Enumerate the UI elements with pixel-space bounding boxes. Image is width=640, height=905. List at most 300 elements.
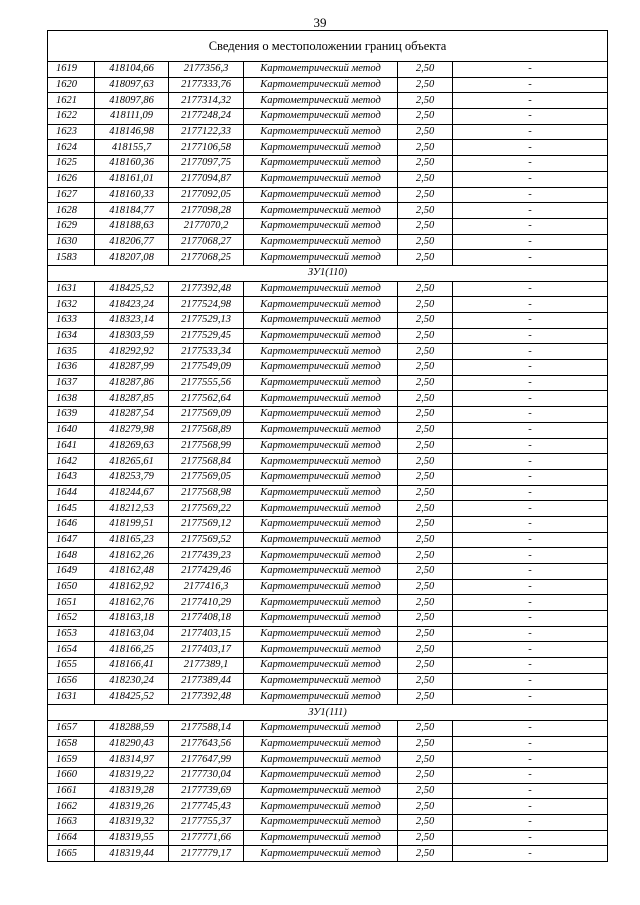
x-coordinate-cell: 418425,52 (95, 689, 169, 705)
table-row (48, 109, 608, 125)
x-coordinate-cell: 418166,25 (95, 642, 169, 658)
description-cell: - (453, 673, 608, 689)
x-coordinate-cell: 418279,98 (95, 422, 169, 438)
y-coordinate-cell: 2177097,75 (169, 156, 244, 172)
description-cell: - (453, 689, 608, 705)
method-cell: Картометрический метод (244, 250, 398, 266)
y-coordinate-cell: 2177403,15 (169, 626, 244, 642)
x-coordinate-cell: 418319,22 (95, 767, 169, 783)
point-number-cell: 1648 (48, 548, 95, 564)
y-coordinate-cell: 2177392,48 (169, 689, 244, 705)
table-row (48, 501, 608, 517)
method-cell: Картометрический метод (244, 752, 398, 768)
point-number-cell: 1637 (48, 375, 95, 391)
x-coordinate-cell: 418319,32 (95, 815, 169, 831)
point-number-cell: 1624 (48, 140, 95, 156)
table-row (48, 218, 608, 234)
accuracy-cell: 2,50 (398, 642, 453, 658)
accuracy-cell: 2,50 (398, 422, 453, 438)
point-number-cell: 1659 (48, 752, 95, 768)
point-number-cell: 1583 (48, 250, 95, 266)
y-coordinate-cell: 2177092,05 (169, 187, 244, 203)
accuracy-cell: 2,50 (398, 203, 453, 219)
table-header-row (48, 31, 608, 62)
method-cell: Картометрический метод (244, 783, 398, 799)
x-coordinate-cell: 418184,77 (95, 203, 169, 219)
accuracy-cell: 2,50 (398, 516, 453, 532)
method-cell: Картометрический метод (244, 799, 398, 815)
y-coordinate-cell: 2177730,04 (169, 767, 244, 783)
x-coordinate-cell: 418161,01 (95, 171, 169, 187)
page-number: 39 (313, 15, 327, 30)
method-cell: Картометрический метод (244, 422, 398, 438)
table-row (48, 250, 608, 266)
table-row (48, 611, 608, 627)
accuracy-cell: 2,50 (398, 673, 453, 689)
table-row (48, 375, 608, 391)
table-row (48, 532, 608, 548)
x-coordinate-cell: 418206,77 (95, 234, 169, 250)
table-row (48, 203, 608, 219)
method-cell: Картометрический метод (244, 375, 398, 391)
accuracy-cell: 2,50 (398, 752, 453, 768)
description-cell: - (453, 720, 608, 736)
x-coordinate-cell: 418199,51 (95, 516, 169, 532)
table-row (48, 62, 608, 78)
description-cell: - (453, 109, 608, 125)
table-row (48, 140, 608, 156)
point-number-cell: 1638 (48, 391, 95, 407)
x-coordinate-cell: 418287,99 (95, 360, 169, 376)
accuracy-cell: 2,50 (398, 454, 453, 470)
y-coordinate-cell: 2177533,34 (169, 344, 244, 360)
accuracy-cell: 2,50 (398, 344, 453, 360)
method-cell: Картометрический метод (244, 407, 398, 423)
x-coordinate-cell: 418265,61 (95, 454, 169, 470)
table-row (48, 360, 608, 376)
y-coordinate-cell: 2177410,29 (169, 595, 244, 611)
point-number-cell: 1653 (48, 626, 95, 642)
method-cell: Картометрический метод (244, 469, 398, 485)
y-coordinate-cell: 2177739,69 (169, 783, 244, 799)
method-cell: Картометрический метод (244, 438, 398, 454)
accuracy-cell: 2,50 (398, 234, 453, 250)
accuracy-cell: 2,50 (398, 375, 453, 391)
description-cell: - (453, 532, 608, 548)
table-row (48, 799, 608, 815)
table-row (48, 579, 608, 595)
method-cell: Картометрический метод (244, 689, 398, 705)
description-cell: - (453, 218, 608, 234)
description-cell: - (453, 187, 608, 203)
method-cell: Картометрический метод (244, 328, 398, 344)
point-number-cell: 1662 (48, 799, 95, 815)
method-cell: Картометрический метод (244, 62, 398, 78)
x-coordinate-cell: 418425,52 (95, 281, 169, 297)
x-coordinate-cell: 418253,79 (95, 469, 169, 485)
y-coordinate-cell: 2177555,56 (169, 375, 244, 391)
y-coordinate-cell: 2177098,28 (169, 203, 244, 219)
table-row (48, 846, 608, 862)
description-cell: - (453, 767, 608, 783)
description-cell: - (453, 501, 608, 517)
accuracy-cell: 2,50 (398, 391, 453, 407)
table-row (48, 815, 608, 831)
accuracy-cell: 2,50 (398, 297, 453, 313)
description-cell: - (453, 454, 608, 470)
accuracy-cell: 2,50 (398, 815, 453, 831)
table-row (48, 93, 608, 109)
accuracy-cell: 2,50 (398, 595, 453, 611)
x-coordinate-cell: 418244,67 (95, 485, 169, 501)
point-number-cell: 1657 (48, 720, 95, 736)
table-row (48, 344, 608, 360)
method-cell: Картометрический метод (244, 532, 398, 548)
point-number-cell: 1644 (48, 485, 95, 501)
description-cell: - (453, 281, 608, 297)
point-number-cell: 1634 (48, 328, 95, 344)
y-coordinate-cell: 2177524,98 (169, 297, 244, 313)
method-cell: Картометрический метод (244, 830, 398, 846)
description-cell: - (453, 140, 608, 156)
y-coordinate-cell: 2177588,14 (169, 720, 244, 736)
description-cell: - (453, 124, 608, 140)
y-coordinate-cell: 2177068,25 (169, 250, 244, 266)
accuracy-cell: 2,50 (398, 736, 453, 752)
method-cell: Картометрический метод (244, 281, 398, 297)
y-coordinate-cell: 2177403,17 (169, 642, 244, 658)
x-coordinate-cell: 418423,24 (95, 297, 169, 313)
table-row (48, 187, 608, 203)
y-coordinate-cell: 2177392,48 (169, 281, 244, 297)
x-coordinate-cell: 418314,97 (95, 752, 169, 768)
description-cell: - (453, 752, 608, 768)
x-coordinate-cell: 418104,66 (95, 62, 169, 78)
y-coordinate-cell: 2177569,52 (169, 532, 244, 548)
x-coordinate-cell: 418155,7 (95, 140, 169, 156)
method-cell: Картометрический метод (244, 109, 398, 125)
x-coordinate-cell: 418287,54 (95, 407, 169, 423)
accuracy-cell: 2,50 (398, 564, 453, 580)
point-number-cell: 1633 (48, 313, 95, 329)
accuracy-cell: 2,50 (398, 438, 453, 454)
x-coordinate-cell: 418212,53 (95, 501, 169, 517)
y-coordinate-cell: 2177070,2 (169, 218, 244, 234)
y-coordinate-cell: 2177569,22 (169, 501, 244, 517)
point-number-cell: 1651 (48, 595, 95, 611)
table-row (48, 77, 608, 93)
method-cell: Картометрический метод (244, 360, 398, 376)
method-cell: Картометрический метод (244, 736, 398, 752)
table-row (48, 422, 608, 438)
accuracy-cell: 2,50 (398, 62, 453, 78)
accuracy-cell: 2,50 (398, 281, 453, 297)
description-cell: - (453, 93, 608, 109)
method-cell: Картометрический метод (244, 218, 398, 234)
point-number-cell: 1641 (48, 438, 95, 454)
description-cell: - (453, 422, 608, 438)
description-cell: - (453, 313, 608, 329)
x-coordinate-cell: 418287,86 (95, 375, 169, 391)
y-coordinate-cell: 2177647,99 (169, 752, 244, 768)
table-row (48, 171, 608, 187)
y-coordinate-cell: 2177416,3 (169, 579, 244, 595)
y-coordinate-cell: 2177356,3 (169, 62, 244, 78)
y-coordinate-cell: 2177568,99 (169, 438, 244, 454)
description-cell: - (453, 156, 608, 172)
y-coordinate-cell: 2177569,05 (169, 469, 244, 485)
method-cell: Картометрический метод (244, 344, 398, 360)
description-cell: - (453, 579, 608, 595)
x-coordinate-cell: 418319,26 (95, 799, 169, 815)
y-coordinate-cell: 2177745,43 (169, 799, 244, 815)
table-row (48, 469, 608, 485)
table-row (48, 234, 608, 250)
method-cell: Картометрический метод (244, 313, 398, 329)
x-coordinate-cell: 418162,26 (95, 548, 169, 564)
y-coordinate-cell: 2177408,18 (169, 611, 244, 627)
method-cell: Картометрический метод (244, 124, 398, 140)
boundary-table (47, 30, 608, 862)
point-number-cell: 1663 (48, 815, 95, 831)
accuracy-cell: 2,50 (398, 689, 453, 705)
method-cell: Картометрический метод (244, 203, 398, 219)
description-cell: - (453, 438, 608, 454)
accuracy-cell: 2,50 (398, 360, 453, 376)
table-row (48, 156, 608, 172)
description-cell: - (453, 297, 608, 313)
x-coordinate-cell: 418146,98 (95, 124, 169, 140)
accuracy-cell: 2,50 (398, 218, 453, 234)
point-number-cell: 1660 (48, 767, 95, 783)
point-number-cell: 1655 (48, 658, 95, 674)
table-row (48, 328, 608, 344)
method-cell: Картометрический метод (244, 93, 398, 109)
accuracy-cell: 2,50 (398, 407, 453, 423)
method-cell: Картометрический метод (244, 234, 398, 250)
accuracy-cell: 2,50 (398, 720, 453, 736)
x-coordinate-cell: 418188,63 (95, 218, 169, 234)
method-cell: Картометрический метод (244, 658, 398, 674)
accuracy-cell: 2,50 (398, 658, 453, 674)
accuracy-cell: 2,50 (398, 187, 453, 203)
description-cell: - (453, 736, 608, 752)
point-number-cell: 1642 (48, 454, 95, 470)
accuracy-cell: 2,50 (398, 579, 453, 595)
x-coordinate-cell: 418287,85 (95, 391, 169, 407)
accuracy-cell: 2,50 (398, 250, 453, 266)
x-coordinate-cell: 418162,48 (95, 564, 169, 580)
accuracy-cell: 2,50 (398, 77, 453, 93)
method-cell: Картометрический метод (244, 548, 398, 564)
point-number-cell: 1631 (48, 689, 95, 705)
method-cell: Картометрический метод (244, 516, 398, 532)
accuracy-cell: 2,50 (398, 501, 453, 517)
y-coordinate-cell: 2177429,46 (169, 564, 244, 580)
description-cell: - (453, 658, 608, 674)
x-coordinate-cell: 418288,59 (95, 720, 169, 736)
table-row (48, 595, 608, 611)
x-coordinate-cell: 418162,92 (95, 579, 169, 595)
method-cell: Картометрический метод (244, 579, 398, 595)
table-row (48, 516, 608, 532)
description-cell: - (453, 548, 608, 564)
description-cell: - (453, 391, 608, 407)
description-cell: - (453, 360, 608, 376)
section-title: ЗУ1(111) (48, 705, 608, 721)
y-coordinate-cell: 2177389,44 (169, 673, 244, 689)
description-cell: - (453, 516, 608, 532)
description-cell: - (453, 799, 608, 815)
description-cell: - (453, 830, 608, 846)
point-number-cell: 1626 (48, 171, 95, 187)
x-coordinate-cell: 418163,18 (95, 611, 169, 627)
y-coordinate-cell: 2177771,66 (169, 830, 244, 846)
table-row (48, 783, 608, 799)
method-cell: Картометрический метод (244, 564, 398, 580)
x-coordinate-cell: 418303,59 (95, 328, 169, 344)
point-number-cell: 1621 (48, 93, 95, 109)
section-title-row (48, 705, 608, 721)
y-coordinate-cell: 2177568,98 (169, 485, 244, 501)
method-cell: Картометрический метод (244, 485, 398, 501)
method-cell: Картометрический метод (244, 626, 398, 642)
point-number-cell: 1650 (48, 579, 95, 595)
point-number-cell: 1620 (48, 77, 95, 93)
y-coordinate-cell: 2177248,24 (169, 109, 244, 125)
accuracy-cell: 2,50 (398, 532, 453, 548)
y-coordinate-cell: 2177068,27 (169, 234, 244, 250)
table-row (48, 767, 608, 783)
accuracy-cell: 2,50 (398, 799, 453, 815)
x-coordinate-cell: 418111,09 (95, 109, 169, 125)
y-coordinate-cell: 2177643,56 (169, 736, 244, 752)
point-number-cell: 1636 (48, 360, 95, 376)
point-number-cell: 1652 (48, 611, 95, 627)
x-coordinate-cell: 418163,04 (95, 626, 169, 642)
accuracy-cell: 2,50 (398, 156, 453, 172)
x-coordinate-cell: 418165,23 (95, 532, 169, 548)
x-coordinate-cell: 418230,24 (95, 673, 169, 689)
y-coordinate-cell: 2177569,09 (169, 407, 244, 423)
description-cell: - (453, 375, 608, 391)
description-cell: - (453, 77, 608, 93)
y-coordinate-cell: 2177568,84 (169, 454, 244, 470)
description-cell: - (453, 407, 608, 423)
x-coordinate-cell: 418097,86 (95, 93, 169, 109)
point-number-cell: 1632 (48, 297, 95, 313)
y-coordinate-cell: 2177569,12 (169, 516, 244, 532)
table-row (48, 124, 608, 140)
description-cell: - (453, 203, 608, 219)
x-coordinate-cell: 418269,63 (95, 438, 169, 454)
x-coordinate-cell: 418160,36 (95, 156, 169, 172)
table-row (48, 752, 608, 768)
section-title: ЗУ1(110) (48, 265, 608, 281)
accuracy-cell: 2,50 (398, 171, 453, 187)
accuracy-cell: 2,50 (398, 328, 453, 344)
y-coordinate-cell: 2177568,89 (169, 422, 244, 438)
description-cell: - (453, 846, 608, 862)
x-coordinate-cell: 418292,92 (95, 344, 169, 360)
accuracy-cell: 2,50 (398, 548, 453, 564)
y-coordinate-cell: 2177529,45 (169, 328, 244, 344)
table-row (48, 658, 608, 674)
y-coordinate-cell: 2177779,17 (169, 846, 244, 862)
description-cell: - (453, 642, 608, 658)
method-cell: Картометрический метод (244, 673, 398, 689)
method-cell: Картометрический метод (244, 140, 398, 156)
point-number-cell: 1628 (48, 203, 95, 219)
method-cell: Картометрический метод (244, 297, 398, 313)
table-row (48, 281, 608, 297)
section-title-row (48, 265, 608, 281)
accuracy-cell: 2,50 (398, 611, 453, 627)
x-coordinate-cell: 418097,63 (95, 77, 169, 93)
x-coordinate-cell: 418166,41 (95, 658, 169, 674)
accuracy-cell: 2,50 (398, 124, 453, 140)
accuracy-cell: 2,50 (398, 783, 453, 799)
table-row (48, 689, 608, 705)
y-coordinate-cell: 2177439,23 (169, 548, 244, 564)
point-number-cell: 1631 (48, 281, 95, 297)
method-cell: Картометрический метод (244, 501, 398, 517)
point-number-cell: 1643 (48, 469, 95, 485)
method-cell: Картометрический метод (244, 767, 398, 783)
accuracy-cell: 2,50 (398, 93, 453, 109)
point-number-cell: 1639 (48, 407, 95, 423)
table-row (48, 830, 608, 846)
table-row (48, 454, 608, 470)
table-row (48, 407, 608, 423)
method-cell: Картометрический метод (244, 611, 398, 627)
point-number-cell: 1630 (48, 234, 95, 250)
table-row (48, 297, 608, 313)
y-coordinate-cell: 2177106,58 (169, 140, 244, 156)
y-coordinate-cell: 2177333,76 (169, 77, 244, 93)
method-cell: Картометрический метод (244, 187, 398, 203)
description-cell: - (453, 611, 608, 627)
method-cell: Картометрический метод (244, 642, 398, 658)
table-row (48, 673, 608, 689)
x-coordinate-cell: 418319,55 (95, 830, 169, 846)
y-coordinate-cell: 2177094,87 (169, 171, 244, 187)
description-cell: - (453, 626, 608, 642)
point-number-cell: 1661 (48, 783, 95, 799)
x-coordinate-cell: 418162,76 (95, 595, 169, 611)
method-cell: Картометрический метод (244, 595, 398, 611)
point-number-cell: 1619 (48, 62, 95, 78)
x-coordinate-cell: 418207,08 (95, 250, 169, 266)
point-number-cell: 1656 (48, 673, 95, 689)
table-row (48, 642, 608, 658)
accuracy-cell: 2,50 (398, 469, 453, 485)
accuracy-cell: 2,50 (398, 140, 453, 156)
description-cell: - (453, 815, 608, 831)
x-coordinate-cell: 418160,33 (95, 187, 169, 203)
point-number-cell: 1646 (48, 516, 95, 532)
point-number-cell: 1658 (48, 736, 95, 752)
description-cell: - (453, 171, 608, 187)
accuracy-cell: 2,50 (398, 830, 453, 846)
boundary-table-body (48, 31, 608, 862)
accuracy-cell: 2,50 (398, 626, 453, 642)
description-cell: - (453, 328, 608, 344)
description-cell: - (453, 783, 608, 799)
method-cell: Картометрический метод (244, 171, 398, 187)
table-row (48, 438, 608, 454)
y-coordinate-cell: 2177122,33 (169, 124, 244, 140)
